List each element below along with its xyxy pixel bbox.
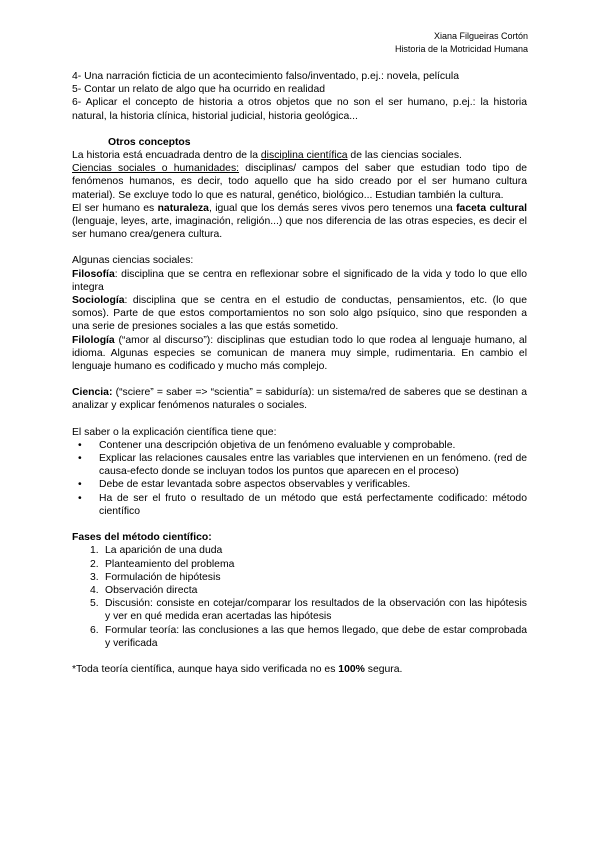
list-item: • Contener una descripción objetiva de un fenómeno evaluable y comprobable. [78,439,456,451]
sociologia-definition: Sociología: disciplina que se centra en el estudio de conductas, pensamientos, etc. (lo que somos). Parte de que estos comportamientos no son solo algo psíquico, sino que responden a una serie de presiones sociales a las que estás sometido. [72,295,527,333]
ciencia-definition: Ciencia: (“sciere” = saber => “scientia” = sabiduría): un sistema/red de saberes que se destinan a analizar y explicar fenómenos naturales o sociales. [72,387,527,412]
filologia-term: Filología [72,334,115,346]
list-item: 4. Observación directa [90,584,198,596]
bullet-icon: • [78,492,82,504]
header-author: Xiana Filgueiras Cortón [433,31,528,41]
ciencias-intro: Algunas ciencias sociales: [72,255,194,267]
ciencia-term: Ciencia: [72,387,113,399]
naturaleza-term: naturaleza [157,202,209,214]
footnote: *Toda teoría científica, aunque haya sido verificada no es 100% segura. [72,663,403,675]
otros-paragraph-3: El ser humano es naturaleza, igual que los demás seres vivos pero tenemos una faceta cultural (lenguaje, leyes, arte, imaginación, religión...) que nos diferencia de las otras especies, es decir el ser humano crea/genera cultura. [72,202,527,241]
footnote-percent: 100% [338,663,365,675]
ciencias-sociales-term: Ciencias sociales o humanidades: [72,163,240,175]
filosofia-term: Filosofía [72,268,115,280]
fases-heading: Fases del método científico: [72,532,212,544]
filosofia-definition: Filosofía: disciplina que se centra en reflexionar sobre el significado de la vida y todo lo que ello integra [72,268,527,293]
saber-bullet-list [72,439,527,518]
list-item: 6. Formular teoría: las conclusiones a las que hemos llegado, que debe de estar comprobada y verificada [90,624,527,649]
otros-paragraph-1: La historia está encuadrada dentro de la disciplina científica de las ciencias sociales. [72,150,462,162]
list-item: • Explicar las relaciones causales entre las variables que intervienen en un fenómeno. (red de causa-efecto donde se incluyan todos los puntos que aparecen en el proceso) [78,453,527,478]
otros-paragraph-2: Ciencias sociales o humanidades: disciplinas/ campos del saber que estudian todo tipo de fenómenos humanos, es decir, todo aquello que ha sido creado por el ser humano cultura material). Se excluye todo lo que es natural, genético, biológico... Estudian también la cultura. [72,163,527,201]
list-item: 1. La aparición de una duda [90,545,223,557]
header-course: Historia de la Motricidad Humana [394,44,528,54]
saber-intro: El saber o la explicación científica tiene que: [72,426,277,438]
fases-numbered-list [72,544,527,650]
bullet-icon: • [78,453,82,465]
document-body [72,70,527,676]
intro-item-4: 4- Una narración ficticia de un acontecimiento falso/inventado, p.ej.: novela, película [72,71,459,82]
list-item: • Debe de estar levantada sobre aspectos observables y verificables. [78,479,411,491]
list-item: 2. Planteamiento del problema [90,558,235,570]
faceta-cultural-term: faceta cultural [456,202,527,214]
intro-item-5: 5- Contar un relato de algo que ha ocurrido en realidad [72,84,326,96]
bullet-icon: • [78,479,82,491]
list-item: • Ha de ser el fruto o resultado de un método que está perfectamente codificado: método científico [78,492,527,517]
bullet-icon: • [78,439,82,451]
sociologia-term: Sociología [72,295,125,307]
filologia-definition: Filología (“amor al discurso”): disciplinas que estudian todo lo que rodea al lenguaje humano, al idioma. Algunas especies se comunican de manera muy simple, rudimentaria. En cambio el lenguaje humano es codificado y mucho más complejo. [72,334,527,373]
list-item: 3. Formulación de hipótesis [90,571,221,583]
page-header [395,30,528,56]
list-item: 5. Discusión: consiste en cotejar/comparar los resultados de la observación con las hipótesis y ver en qué medida eran acertadas las hipótesis [90,598,527,623]
otros-conceptos-heading: Otros conceptos [108,136,191,148]
disciplina-cientifica-term: disciplina científica [260,150,348,162]
intro-item-6: 6- Aplicar el concepto de historia a otros objetos que no son el ser humano, p.ej.: la historia natural, la historia clínica, historial judicial, historia geológica... [72,97,527,122]
